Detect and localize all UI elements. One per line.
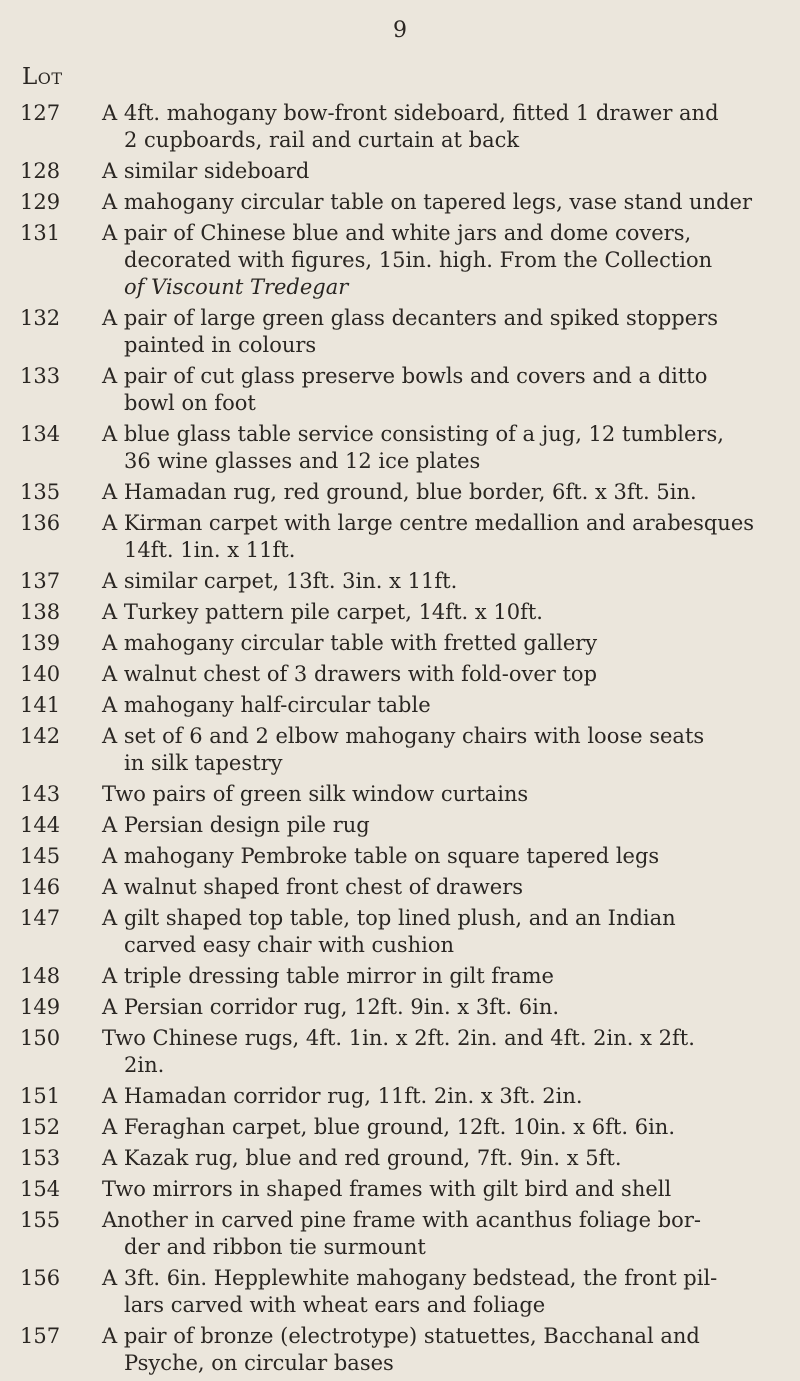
lot-entry xyxy=(20,363,792,417)
lot-description xyxy=(102,874,792,901)
lot-description-line: A pair of bronze (electrotype) statuettes, Bacchanal and xyxy=(102,1324,700,1348)
lot-entry xyxy=(20,723,792,777)
lot-entry xyxy=(20,661,792,688)
lot-number: 151 xyxy=(20,1084,61,1108)
lot-description-line: A pair of large green glass decanters and spiked stoppers xyxy=(102,306,718,330)
lot-number: 153 xyxy=(20,1146,61,1170)
lot-description xyxy=(102,189,792,216)
lot-number: 144 xyxy=(20,813,61,837)
lot-description xyxy=(102,812,792,839)
lot-number: 156 xyxy=(20,1266,61,1290)
lot-entry xyxy=(20,994,792,1021)
lot-description xyxy=(102,692,792,719)
lot-description-line: A blue glass table service consisting of a jug, 12 tumblers, xyxy=(102,422,724,446)
lot-description-line: Two pairs of green silk window curtains xyxy=(102,782,529,806)
lot-description-continuation: 36 wine glasses and 12 ice plates xyxy=(124,449,481,473)
lot-entry xyxy=(20,812,792,839)
lot-entry xyxy=(20,599,792,626)
lot-description-line: A mahogany half-circular table xyxy=(102,693,431,717)
lot-description xyxy=(102,421,792,475)
lot-description-line: A Persian design pile rug xyxy=(102,813,370,837)
lot-number: 134 xyxy=(20,422,61,446)
lot-description-continuation: carved easy chair with cushion xyxy=(124,933,455,957)
lot-description-line: A Hamadan corridor rug, 11ft. 2in. x 3ft. 2in. xyxy=(102,1084,583,1108)
lot-number: 133 xyxy=(20,364,61,388)
lot-entry xyxy=(20,1323,792,1377)
lot-description xyxy=(102,994,792,1021)
lot-description-line: A walnut shaped front chest of drawers xyxy=(102,875,524,899)
lot-number: 152 xyxy=(20,1115,61,1139)
lot-description xyxy=(102,963,792,990)
lot-description-line: A mahogany circular table with fretted gallery xyxy=(102,631,598,655)
lot-entry xyxy=(20,963,792,990)
page-number: 9 xyxy=(393,18,407,43)
lot-entry xyxy=(20,1114,792,1141)
lot-number: 149 xyxy=(20,995,61,1019)
lot-number: 136 xyxy=(20,511,61,535)
lot-entry xyxy=(20,905,792,959)
lot-entry xyxy=(20,1025,792,1079)
lot-description-line: A Kirman carpet with large centre medallion and arabesques xyxy=(102,511,755,535)
lot-number: 142 xyxy=(20,724,61,748)
lot-description xyxy=(102,843,792,870)
lot-description xyxy=(102,220,792,301)
lot-number: 154 xyxy=(20,1177,61,1201)
lot-number: 137 xyxy=(20,569,61,593)
lot-entry xyxy=(20,1207,792,1261)
lot-entry xyxy=(20,1083,792,1110)
lot-entry xyxy=(20,220,792,301)
lot-description-continuation: Psyche, on circular bases xyxy=(124,1351,394,1375)
lot-description-continuation: painted in colours xyxy=(124,333,317,357)
lot-entry xyxy=(20,843,792,870)
lot-description xyxy=(102,1207,792,1261)
lot-description xyxy=(102,661,792,688)
lot-number: 141 xyxy=(20,693,61,717)
lot-entry xyxy=(20,781,792,808)
lot-description xyxy=(102,1145,792,1172)
lot-description xyxy=(102,905,792,959)
lot-description xyxy=(102,630,792,657)
lot-number: 140 xyxy=(20,662,61,686)
lot-entry xyxy=(20,479,792,506)
lot-description-line: A mahogany circular table on tapered legs, vase stand under xyxy=(102,190,753,214)
lot-description xyxy=(102,158,792,185)
lot-description xyxy=(102,510,792,564)
lot-number: 147 xyxy=(20,906,61,930)
lot-description-line: A similar carpet, 13ft. 3in. x 11ft. xyxy=(102,569,458,593)
lot-description-line: A set of 6 and 2 elbow mahogany chairs with loose seats xyxy=(102,724,705,748)
lot-description-continuation: 2in. xyxy=(124,1053,165,1077)
lot-description-line: Another in carved pine frame with acanthus foliage bor- xyxy=(102,1208,701,1232)
lot-list xyxy=(20,100,792,1381)
lot-description xyxy=(102,1083,792,1110)
lot-entry xyxy=(20,510,792,564)
lot-number: 135 xyxy=(20,480,61,504)
lot-number: 139 xyxy=(20,631,61,655)
lot-entry xyxy=(20,421,792,475)
lot-entry xyxy=(20,100,792,154)
lot-description xyxy=(102,568,792,595)
lot-number: 128 xyxy=(20,159,61,183)
lot-number: 146 xyxy=(20,875,61,899)
lot-description-line: Two Chinese rugs, 4ft. 1in. x 2ft. 2in. and 4ft. 2in. x 2ft. xyxy=(102,1026,695,1050)
lot-entry xyxy=(20,692,792,719)
lot-number: 131 xyxy=(20,221,61,245)
lot-description xyxy=(102,723,792,777)
lot-description-continuation: der and ribbon tie surmount xyxy=(124,1235,426,1259)
lot-description xyxy=(102,1025,792,1079)
lot-description xyxy=(102,1114,792,1141)
lot-number: 157 xyxy=(20,1324,61,1348)
lot-number: 129 xyxy=(20,190,61,214)
lot-description-continuation: bowl on foot xyxy=(124,391,256,415)
lot-description-line: A Persian corridor rug, 12ft. 9in. x 3ft. 6in. xyxy=(102,995,560,1019)
lot-entry xyxy=(20,1265,792,1319)
lot-entry xyxy=(20,305,792,359)
lot-description-line: A 4ft. mahogany bow-front sideboard, fitted 1 drawer and xyxy=(102,101,719,125)
lot-entry xyxy=(20,874,792,901)
lot-description-line: A Kazak rug, blue and red ground, 7ft. 9in. x 5ft. xyxy=(102,1146,622,1170)
lot-description xyxy=(102,599,792,626)
lot-description-line: A pair of Chinese blue and white jars and dome covers, xyxy=(102,221,692,245)
lot-number: 150 xyxy=(20,1026,61,1050)
lot-description-line: A 3ft. 6in. Hepplewhite mahogany bedstead, the front pil- xyxy=(102,1266,718,1290)
lot-description-line: A triple dressing table mirror in gilt frame xyxy=(102,964,554,988)
lot-entry xyxy=(20,158,792,185)
lot-entry xyxy=(20,1145,792,1172)
lot-entry xyxy=(20,1176,792,1203)
lot-description-line: A walnut chest of 3 drawers with fold-over top xyxy=(102,662,598,686)
lot-description-continuation: 14ft. 1in. x 11ft. xyxy=(124,538,296,562)
lot-description-continuation: of Viscount Tredegar xyxy=(124,275,349,299)
lot-description-line: A Feraghan carpet, blue ground, 12ft. 10in. x 6ft. 6in. xyxy=(102,1115,675,1139)
lot-description-line: A mahogany Pembroke table on square tapered legs xyxy=(102,844,660,868)
lot-description-continuation: 2 cupboards, rail and curtain at back xyxy=(124,128,520,152)
lot-entry xyxy=(20,630,792,657)
lot-description-line: A Turkey pattern pile carpet, 14ft. x 10ft. xyxy=(102,600,543,624)
lot-number: 143 xyxy=(20,782,61,806)
lot-number: 148 xyxy=(20,964,61,988)
lot-number: 145 xyxy=(20,844,61,868)
lot-description-line: A gilt shaped top table, top lined plush, and an Indian xyxy=(102,906,676,930)
lot-description xyxy=(102,1265,792,1319)
lot-description-line: A Hamadan rug, red ground, blue border, 6ft. x 3ft. 5in. xyxy=(102,480,697,504)
lot-description-line: A similar sideboard xyxy=(102,159,310,183)
lot-description xyxy=(102,1323,792,1377)
lot-description-line: A pair of cut glass preserve bowls and covers and a ditto xyxy=(102,364,708,388)
lot-description xyxy=(102,1176,792,1203)
lot-column-header: Lot xyxy=(22,64,63,90)
lot-number: 127 xyxy=(20,101,61,125)
lot-description xyxy=(102,781,792,808)
lot-description-line: Two mirrors in shaped frames with gilt bird and shell xyxy=(102,1177,672,1201)
lot-description-continuation: lars carved with wheat ears and foliage xyxy=(124,1293,546,1317)
lot-number: 155 xyxy=(20,1208,61,1232)
lot-description xyxy=(102,100,792,154)
lot-entry xyxy=(20,568,792,595)
lot-number: 138 xyxy=(20,600,61,624)
lot-entry xyxy=(20,189,792,216)
lot-description xyxy=(102,305,792,359)
lot-description xyxy=(102,479,792,506)
lot-description-continuation: in silk tapestry xyxy=(124,751,283,775)
lot-description xyxy=(102,363,792,417)
lot-description-continuation: decorated with figures, 15in. high. From the Collection xyxy=(124,248,713,272)
lot-number: 132 xyxy=(20,306,61,330)
